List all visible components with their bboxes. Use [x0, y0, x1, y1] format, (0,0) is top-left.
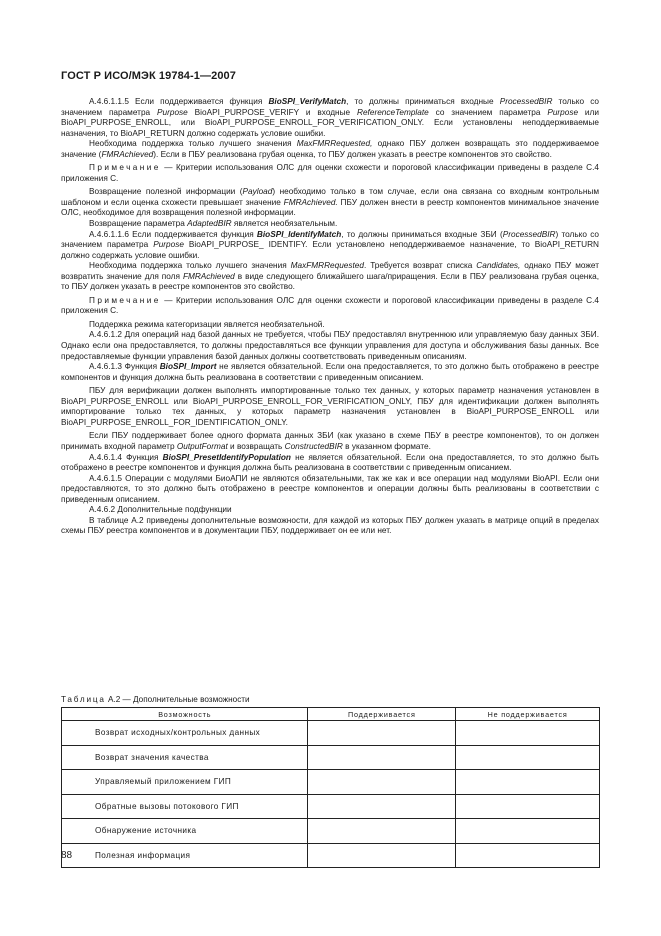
paragraph-candidates: Необходима поддержка только лучшего значения MaxFMRRequested. Требуется возврат списка Candidates, однако ПБУ может возвратить значение для поля FMRAchieved в виде следующего ближайшего шага/приращения. Если в ПБУ реализована грубая оценка, то ПБУ должен указать в реестре компонентов это свойство. — [61, 261, 600, 292]
paragraph-import-purpose: ПБУ для верификации должен выполнять импортированные только тех данных, у которых параметр назначения установлен в BioAPI_PURPOSE_ENROLL или BioAPI_PURPOSE_ENROLL_FOR_VERIFICATION_ONLY, ПБУ для идентификации должен выполнять импортирование только тех данных, у которых параметр назначения установлен в BioAPI_PURPOSE_ENROLL или BioAPI_PURPOSE_ENROLL_FOR_IDENTIFICATION_ONLY. — [61, 386, 599, 427]
paragraph-table-intro: В таблице А.2 приведены дополнительные возможности, для каждой из которых ПБУ должен указать в матрице опций в пределах схемы ПБУ реестра компонентов и в документации ПБУ, поддерживает он ее или нет. — [61, 515, 599, 536]
paragraph-a46115: А.4.6.1.1.5 Если поддерживается функция BioSPI_VerifyMatch, то должны приниматься входные ProcessedBIR только со значением параметра Purpose BioAPI_PURPOSE_VERIFY и входные ReferenceTemplate со значением параметра Purpose или BioAPI_PURPOSE_ENROLL, или BioAPI_PURPOSE_ENROLL_FOR_VERIFICATION_ONLY. Если установлены неподдерживаемые назначения, то BioAPI_RETURN должно содержать условие ошибки. — [61, 97, 599, 138]
not-supported-cell — [456, 819, 600, 844]
table-row — [62, 794, 600, 819]
feature-name: Управляемый приложением ГИП — [62, 770, 308, 795]
paragraph-a4615: А.4.6.1.5 Операции с модулями БиоАПИ не являются обязательными, так же как и все операции над модулями BioAPI. Если они предоставляются, то это должно быть отображено в реестре компонентов и операции должны быть реализованы в соответствии с приведенным описанием. — [61, 473, 599, 504]
feature-name: Обнаружение источника — [62, 819, 308, 844]
note-1: Примечание — Критерии использования ОЛС для оценки схожести и пороговой классификации приведены в разделе С.4 приложения С. — [61, 163, 599, 183]
table-header-row — [62, 708, 600, 721]
table-row — [62, 819, 600, 844]
header-not-supported: Не поддерживается — [456, 708, 600, 721]
not-supported-cell — [456, 721, 600, 746]
optional-features-table — [61, 707, 600, 868]
feature-name: Возврат исходных/контрольных данных — [62, 721, 308, 746]
paragraph-categorization: Поддержка режима категоризации является необязательной. — [89, 319, 325, 329]
paragraph-payload: Возвращение полезной информации (Payload) необходимо только в том случае, если она связана со входным контрольным шаблоном и если оценка схожести превышает значение FMRAchieved. ПБУ должен внести в реестр компонентов минимальное значение ОЛС, необходимое для возвращения полезной информации. — [61, 187, 599, 218]
section-heading-a462: А.4.6.2 Дополнительные подфункции — [89, 505, 232, 515]
document-body — [61, 97, 599, 537]
header-supported: Поддерживается — [308, 708, 456, 721]
paragraph-a4613: А.4.6.1.3 Функция BioSPI_Import не является обязательной. Если она предоставляется, то это должно быть отображено в реестре компонентов и функция должна быть реализована в соответствии с приведенным описанием. — [61, 362, 599, 382]
not-supported-cell — [456, 794, 600, 819]
feature-name: Обратные вызовы потокового ГИП — [62, 794, 308, 819]
note-2: Примечание — Критерии использования ОЛС для оценки схожести и пороговой классификации приведены в разделе С.4 приложения С. — [61, 295, 599, 316]
standard-header: ГОСТ Р ИСО/МЭК 19784-1—2007 — [61, 70, 236, 82]
table-row — [62, 745, 600, 770]
table-row — [62, 770, 600, 795]
table-row — [62, 721, 600, 746]
paragraph-adapted-bir: Возвращение параметра AdaptedBIR является необязательным. — [89, 219, 338, 229]
table-caption: Таблица А.2 — Дополнительные возможности — [61, 695, 250, 704]
paragraph-max-fmr: Необходима поддержка только лучшего значения MaxFMRRequested, однако ПБУ должен возвращать это поддерживаемое значение (FMRAchieved). Если в ПБУ реализована грубая оценка, то ПБУ должен указать в реестре компонентов это свойство. — [61, 139, 599, 159]
page-number: 88 — [61, 850, 73, 861]
feature-name: Полезная информация — [62, 843, 308, 868]
supported-cell — [308, 745, 456, 770]
not-supported-cell — [456, 745, 600, 770]
header-capability: Возможность — [62, 708, 308, 721]
table-row — [62, 843, 600, 868]
paragraph-output-format: Если ПБУ поддерживает более одного формата данных ЗБИ (как указано в схеме ПБУ в реестре компонентов), то он должен принимать входной параметр OutputFormat и возвращать ConstructedBIR в указанном формате. — [61, 431, 599, 451]
paragraph-a4612: А.4.6.1.2 Для операций над базой данных не требуется, чтобы ПБУ предоставлял внутреннюю или управляемую базу данных ЗБИ. Однако если она предоставляется, то должны предоставляться все функции управления для доступа и обслуживания базы данных. Все предоставляемые функции управления базой данных должны соответствовать приведенным описаниям. — [61, 330, 599, 361]
supported-cell — [308, 843, 456, 868]
supported-cell — [308, 794, 456, 819]
not-supported-cell — [456, 770, 600, 795]
feature-name: Возврат значения качества — [62, 745, 308, 770]
paragraph-a4614: А.4.6.1.4 Функция BioSPI_PresetIdentifyPopulation не является обязательной. Если она предоставляется, то это должно быть отображено в реестре компонентов и функция должна быть реализована в соответствии с приведенным описанием. — [61, 452, 599, 473]
supported-cell — [308, 819, 456, 844]
not-supported-cell — [456, 843, 600, 868]
supported-cell — [308, 721, 456, 746]
supported-cell — [308, 770, 456, 795]
paragraph-a46116: А.4.6.1.1.6 Если поддерживается функция BioSPI_IdentifyMatch, то должны приниматься входные ЗБИ (ProcessedBIR) только со значением параметра Purpose BioAPI_PURPOSE_ IDENTIFY. Если установлено неподдерживаемое назначение, то BioAPI_RETURN должно содержать условие ошибки. — [61, 229, 600, 260]
